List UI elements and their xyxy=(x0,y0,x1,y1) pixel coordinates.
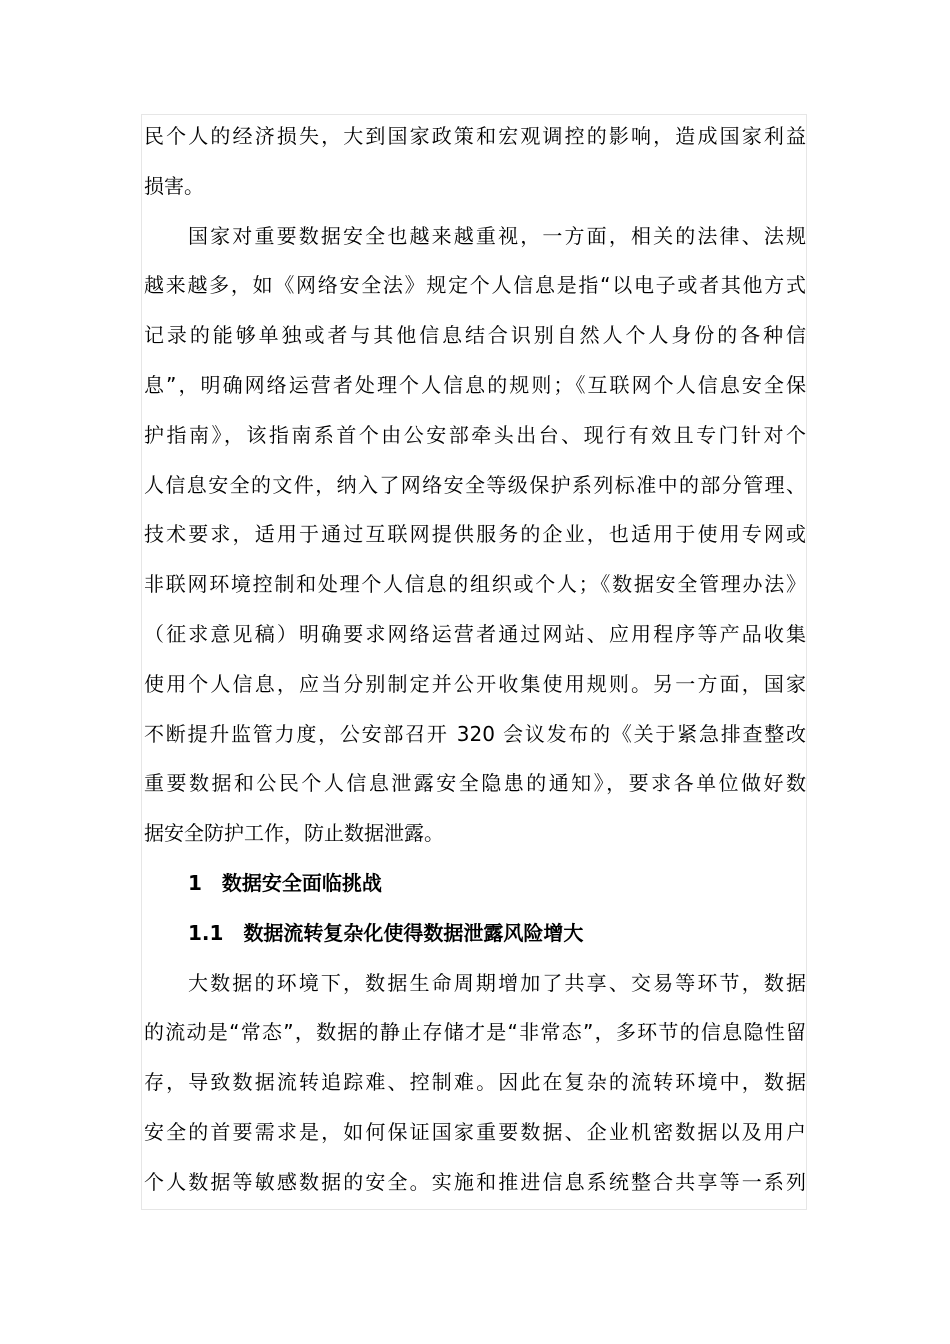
text-line: 安全的首要需求是，如何保证国家重要数据、企业机密数据以及用户 xyxy=(144,1119,806,1144)
text-line: 的流动是“常态”，数据的静止存储才是“非常态”，多环节的信息隐性留 xyxy=(144,1020,806,1045)
section-number: 1 xyxy=(188,870,202,895)
text-line: 个人数据等敏感数据的安全。实施和推进信息系统整合共享等一系列 xyxy=(144,1169,806,1194)
text-line: 重要数据和公民个人信息泄露安全隐患的通知》，要求各单位做好数 xyxy=(144,771,806,796)
text-line: 技术要求，适用于通过互联网提供服务的企业，也适用于使用专网或 xyxy=(144,522,806,547)
text-line: 据安全防护工作，防止数据泄露。 xyxy=(144,821,444,846)
paragraph-data-flow xyxy=(144,959,806,1208)
text-line: 非联网环境控制和处理个人信息的组织或个人；《数据安全管理办法》 xyxy=(144,572,806,597)
section-heading-1-1 xyxy=(144,909,806,959)
text-line: 不断提升监管力度，公安部召开 320 会议发布的《关于紧急排查整改 xyxy=(144,721,806,746)
paragraph-data-security-policy xyxy=(144,212,806,859)
text-line: 损害。 xyxy=(144,173,204,198)
document-body xyxy=(144,112,806,1208)
text-line: 记录的能够单独或者与其他信息结合识别自然人个人身份的各种信 xyxy=(144,323,806,348)
text-line: 存，导致数据流转追踪难、控制难。因此在复杂的流转环境中，数据 xyxy=(144,1070,806,1095)
text-line: 使用个人信息，应当分别制定并公开收集使用规则。另一方面，国家 xyxy=(144,671,806,696)
text-line: 国家对重要数据安全也越来越重视，一方面，相关的法律、法规 xyxy=(188,223,806,248)
section-heading-1 xyxy=(144,859,806,909)
section-number: 1.1 xyxy=(188,920,224,945)
section-title: 数据安全面临挑战 xyxy=(221,870,382,895)
section-title: 数据流转复杂化使得数据泄露风险增大 xyxy=(243,920,584,945)
text-line: 民个人的经济损失，大到国家政策和宏观调控的影响，造成国家利益 xyxy=(144,124,806,148)
text-line: 息”，明确网络运营者处理个人信息的规则；《互联网个人信息安全保 xyxy=(144,372,806,397)
text-line: 大数据的环境下，数据生命周期增加了共享、交易等环节，数据 xyxy=(188,970,806,995)
text-line: 人信息安全的文件，纳入了网络安全等级保护系列标准中的部分管理、 xyxy=(144,472,806,497)
text-line: 护指南》，该指南系首个由公安部牵头出台、现行有效且专门针对个 xyxy=(144,422,806,447)
text-line: 越来越多，如《网络安全法》规定个人信息是指“以电子或者其他方式 xyxy=(144,273,806,298)
paragraph-continuation xyxy=(144,112,806,212)
text-line: （征求意见稿）明确要求网络运营者通过网站、应用程序等产品收集 xyxy=(144,621,806,646)
